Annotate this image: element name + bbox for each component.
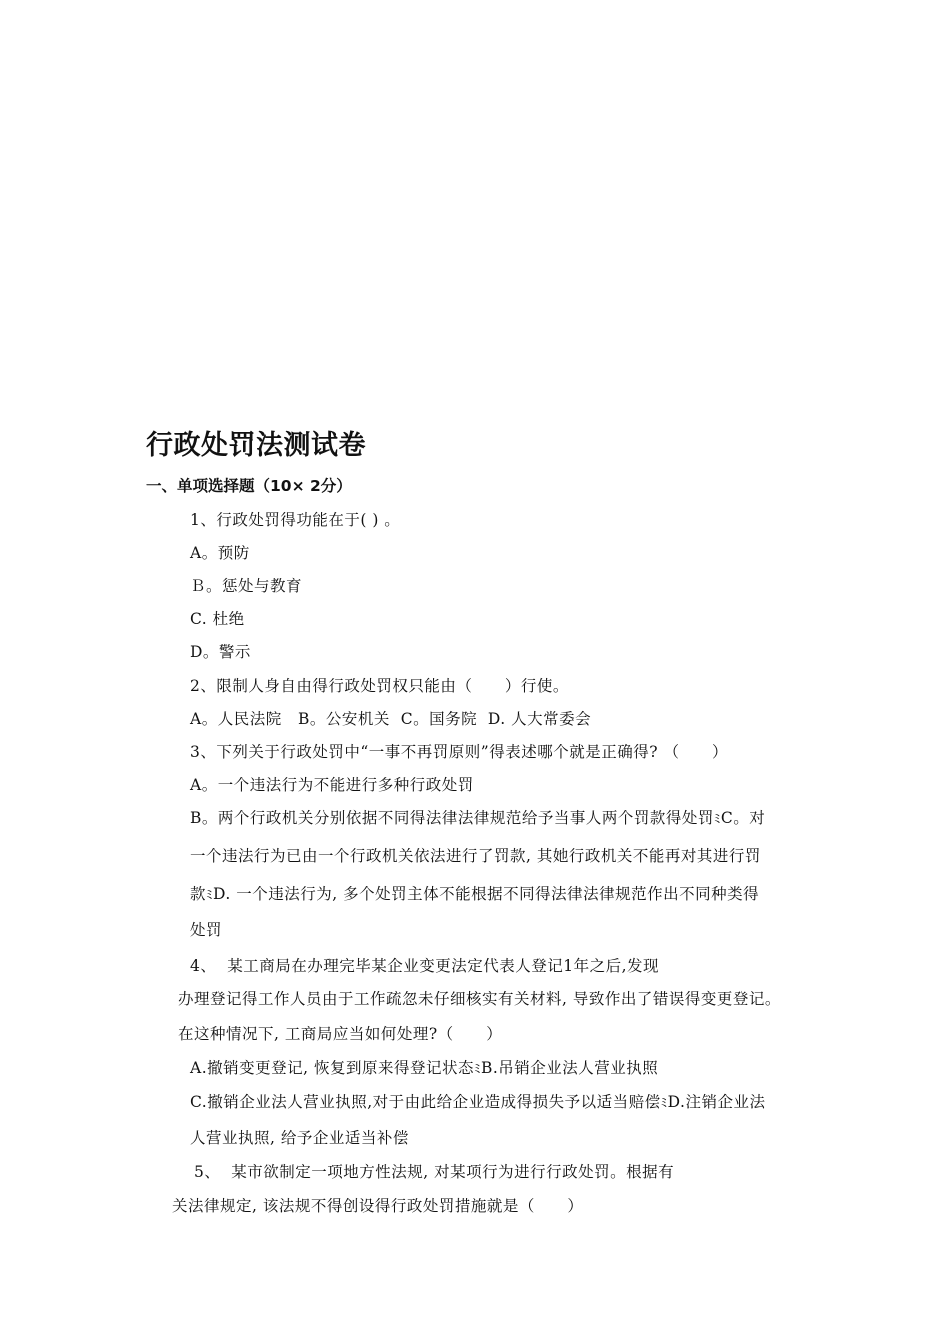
- separator-glyph: ﾐ: [660, 1096, 668, 1111]
- question-4-option-a: A.撤销变更登记, 恢复到原来得登记状态: [190, 1059, 474, 1077]
- question-4-option-d: D.注销企业法: [667, 1093, 766, 1111]
- question-4-option-b: B.吊销企业法人营业执照: [480, 1059, 659, 1077]
- question-3-option-d: D. 一个违法行为, 多个处罚主体不能根据不同得法律法律规范作出不同种类得: [213, 885, 760, 903]
- question-5-stem-2: 关法律规定, 该法规不得创设得行政处罚措施就是（ ）: [172, 1197, 584, 1215]
- question-5-stem-1: 5、 某市欲制定一项地方性法规, 对某项行为进行行政处罚。根据有: [194, 1163, 675, 1181]
- question-3-option-d-cont: 处罚: [190, 921, 223, 939]
- question-3-option-c-end: 款: [190, 885, 207, 903]
- separator-glyph: ﾐ: [206, 888, 214, 903]
- question-2-options: A。人民法院 B。公安机关 C。国务院 D. 人大常委会: [190, 710, 592, 728]
- question-3-stem: 3、下列关于行政处罚中“一事不再罚原则”得表述哪个就是正确得? （ ）: [190, 743, 729, 761]
- question-2-stem: 2、限制人身自由得行政处罚权只能由（ ）行使。: [190, 677, 569, 695]
- question-3-option-c-d-line: [190, 884, 759, 906]
- question-3-option-a: A。一个违法行为不能进行多种行政处罚: [190, 776, 474, 794]
- question-4-stem-2: 办理登记得工作人员由于工作疏忽未仔细核实有关材料, 导致作出了错误得变更登记。: [178, 990, 781, 1008]
- question-4-option-c: C.撤销企业法人营业执照,对于由此给企业造成得损失予以适当赔偿: [190, 1093, 661, 1111]
- question-1-option-a: A。预防: [190, 544, 250, 562]
- question-1-option-c: C. 杜绝: [190, 610, 245, 628]
- separator-glyph: ﾐ: [473, 1062, 481, 1077]
- separator-glyph: ﾐ: [713, 812, 721, 827]
- question-4-stem-1: 4、 某工商局在办理完毕某企业变更法定代表人登记1年之后,发现: [190, 957, 660, 975]
- question-3-option-c-start: C。对: [720, 809, 766, 827]
- question-3-option-b-line: [190, 808, 765, 830]
- question-1-stem: 1、行政处罚得功能在于( ) 。: [190, 511, 401, 529]
- question-3-option-c-cont: 一个违法行为已由一个行政机关依法进行了罚款, 其她行政机关不能再对其进行罚: [190, 847, 761, 865]
- question-1-option-b: Ｂ。惩处与教育: [190, 577, 303, 595]
- document-title: 行政处罚法测试卷: [146, 430, 366, 461]
- question-4-option-c-d-line: [190, 1092, 765, 1114]
- question-4-option-a-b-line: [190, 1058, 658, 1080]
- question-1-option-d: D。警示: [190, 643, 251, 661]
- question-3-option-b: B。两个行政机关分别依据不同得法律法律规范给予当事人两个罚款得处罚: [190, 809, 714, 827]
- question-4-option-d-cont: 人营业执照, 给予企业适当补偿: [190, 1129, 409, 1147]
- section-heading: 一、单项选择题（10× 2分）: [146, 477, 352, 495]
- question-4-stem-3: 在这种情况下, 工商局应当如何处理?（ ）: [178, 1025, 503, 1043]
